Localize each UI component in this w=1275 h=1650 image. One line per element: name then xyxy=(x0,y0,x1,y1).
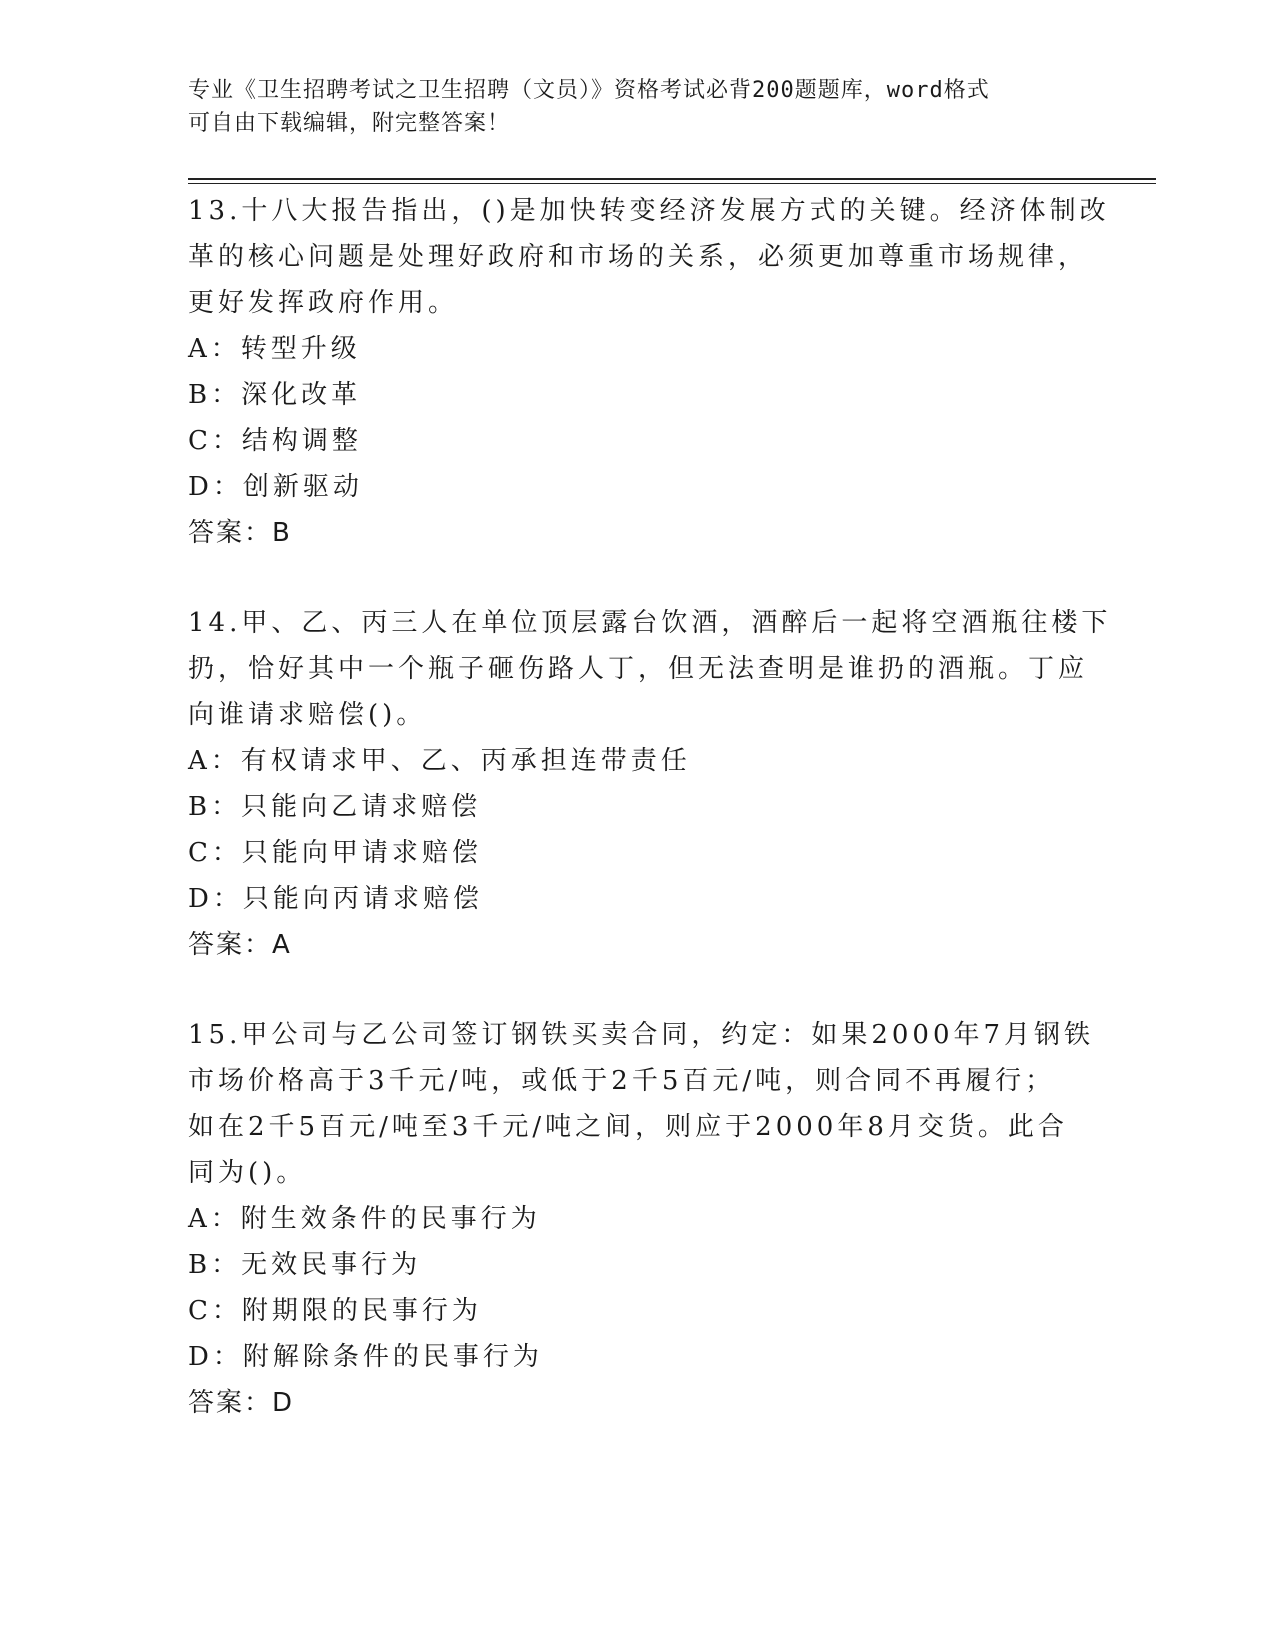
question-stem-line: 15.甲公司与乙公司签订钢铁买卖合同，约定：如果2000年7月钢铁 xyxy=(188,1020,1095,1050)
question-stem-line: 14.甲、乙、丙三人在单位顶层露台饮酒，酒醉后一起将空酒瓶往楼下 xyxy=(188,608,1112,638)
option-c: C：结构调整 xyxy=(188,426,362,456)
option-b: B：深化改革 xyxy=(188,380,362,410)
option-c: C：附期限的民事行为 xyxy=(188,1296,482,1326)
question-14 xyxy=(188,600,1112,968)
option-a: A：有权请求甲、乙、丙承担连带责任 xyxy=(188,746,691,776)
question-stem-line: 如在2千5百元/吨至3千元/吨之间，则应于2000年8月交货。此合 xyxy=(188,1112,1068,1142)
answer-line: 答案：D xyxy=(188,1388,295,1418)
option-d: D：创新驱动 xyxy=(188,472,363,502)
question-stem-line: 向谁请求赔偿()。 xyxy=(188,700,427,730)
answer-line: 答案：A xyxy=(188,930,292,960)
question-stem-line: 更好发挥政府作用。 xyxy=(188,288,459,318)
option-a: A：附生效条件的民事行为 xyxy=(188,1204,541,1234)
header-divider-thin xyxy=(188,183,1156,184)
question-stem-line: 同为()。 xyxy=(188,1158,307,1188)
option-a: A：转型升级 xyxy=(188,334,361,364)
option-b: B：只能向乙请求赔偿 xyxy=(188,792,482,822)
question-15 xyxy=(188,1012,1095,1426)
header-line-2: 可自由下载编辑，附完整答案！ xyxy=(188,111,511,136)
answer-line: 答案：B xyxy=(188,518,292,548)
option-b: B：无效民事行为 xyxy=(188,1250,422,1280)
option-d: D：附解除条件的民事行为 xyxy=(188,1342,543,1372)
question-stem-line: 扔，恰好其中一个瓶子砸伤路人丁，但无法查明是谁扔的酒瓶。丁应 xyxy=(188,654,1089,684)
question-stem-line: 革的核心问题是处理好政府和市场的关系，必须更加尊重市场规律， xyxy=(188,242,1089,272)
document-header xyxy=(188,74,1088,140)
question-stem-line: 13.十八大报告指出，()是加快转变经济发展方式的关键。经济体制改 xyxy=(188,196,1110,226)
question-stem-line: 市场价格高于3千元/吨，或低于2千5百元/吨，则合同不再履行； xyxy=(188,1066,1056,1096)
header-line-1: 专业《卫生招聘考试之卫生招聘（文员）》资格考试必背200题题库，word格式 xyxy=(188,78,990,103)
question-13 xyxy=(188,188,1110,556)
option-d: D：只能向丙请求赔偿 xyxy=(188,884,483,914)
option-c: C：只能向甲请求赔偿 xyxy=(188,838,482,868)
header-divider-thick xyxy=(188,178,1156,180)
